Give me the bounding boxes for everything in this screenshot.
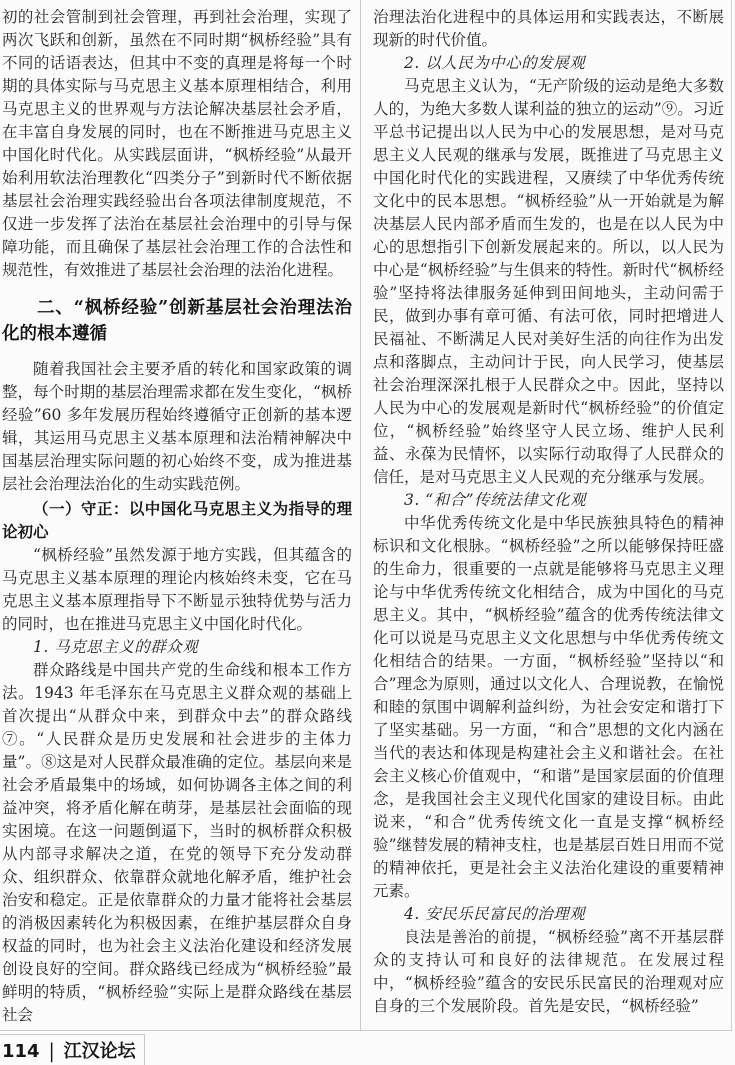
footer-separator: | (48, 1039, 55, 1064)
paragraph: 随着我国社会主要矛盾的转化和国家政策的调整，每个时期的基层治理需求都在发生变化，“枫桥经验”60 多年发展历程始终遵循守正创新的基本逻辑，其运用马克思主义基本原理和法治精神解决中国基层治理实际问题的初心始终不变，成为推进基层社会治理法治化的生动实践范例。 (2, 360, 352, 493)
paragraph: 治理法治化进程中的具体运用和实践表达，不断展现新的时代价值。 (373, 8, 724, 49)
numbered-item-heading: 3. “和合”传统法律文化观 (404, 491, 587, 509)
numbered-item-heading: 2. 以人民为中心的发展观 (404, 54, 586, 72)
journal-name: 江汉论坛 (63, 1041, 136, 1062)
paragraph: 马克思主义认为，“无产阶级的运动是绝大多数人的，为绝大多数人谋利益的独立的运动”⑨。习近平总书记提出以人民为中心的发展思想，是对马克思主义人民观的继承与发展，既推进了马克思主义中国化时代化的实践进程，又赓续了中华优秀传统文化中的民本思想。“枫桥经验”从一开始就是为解决基层人民内部矛盾而生发的，也是在以人民为中心的思想指引下创新发展起来的。所以，以人民为中心是“枫桥经验”与生俱来的特性。新时代“枫桥经验”坚持将法律服务延伸到田间地头，主动问需于民，做到办事有章可循、有法可依，同时把增进人民福祉、不断满足人民对美好生活的向往作为出发点和落脚点，主动问计于民，向人民学习，使基层社会治理深深扎根于人民群众之中。因此，坚持以人民为中心的发展观是新时代“枫桥经验”的价值定位，“枫桥经验”始终坚守人民立场、维护人民利益、永葆为民情怀，以实际行动取得了人民群众的信任，是对马克思主义人民观的充分继承与发展。 (373, 77, 724, 486)
numbered-item-heading: 4. 安民乐民富民的治理观 (404, 905, 586, 923)
paragraph: 初的社会管制到社会管理，再到社会治理，实现了两次飞跃和创新，虽然在不同时期“枫桥经验”具有不同的话语表达，但其中不变的真理是将每一个时期的具体实际与马克思主义基本原理相结合，利用马克思主义的世界观与方法论解决基层社会矛盾，在丰富自身发展的同时，也在不断推进马克思主义中国化时代化。从实践层面讲，“枫桥经验”从最开始利用软法治理教化“四类分子”到新时代不断依据基层社会治理实践经验出台各项法律制度规范，不仅进一步发挥了法治在基层社会治理中的引导与保障功能，而且确保了基层社会治理工作的合法性和规范性，有效推进了基层社会治理的法治化进程。 (2, 8, 352, 279)
paragraph: 良法是善治的前提，“枫桥经验”离不开基层群众的支持认可和良好的法律规范。在发展过程中，“枫桥经验”蕴含的安民乐民富民的治理观对应自身的三个发展阶段。首先是安民，“枫桥经验” (373, 928, 724, 1015)
paragraph: 中华优秀传统文化是中华民族独具特色的精神标识和文化根脉。“枫桥经验”之所以能够保持旺盛的生命力，很重要的一点就是能够将马克思主义理论与中华优秀传统文化相结合，成为中国化的马克思主义。其中，“枫桥经验”蕴含的优秀传统法律文化可以说是马克思主义文化思想与中华优秀传统文化相结合的结果。一方面，“枫桥经验”坚持以“和合”理念为原则，通过以文化人、合理说教，在愉悦和睦的氛围中调解利益纠纷，为社会安定和谐打下了坚实基础。另一方面，“和合”思想的文化内涵在当代的表达和体现是构建社会主义和谐社会。在社会主义核心价值观中，“和谐”是国家层面的价值理念，是我国社会主义现代化国家的建设目标。由此说来，“和合”优秀传统文化一直是支撑“枫桥经验”继替发展的精神支柱，也是基层百姓日用而不觉的精神依托，更是社会主义法治化建设的重要精神元素。 (373, 514, 724, 900)
left-column (0, 0, 360, 1030)
page-footer (0, 1034, 145, 1065)
section-heading: 二、“枫桥经验”创新基层社会治理法治化的根本遵循 (2, 298, 352, 344)
paragraph: 群众路线是中国共产党的生命线和根本工作方法。1943 年毛泽东在马克思主义群众观的基础上首次提出“从群众中来，到群众中去”的群众路线⑦。“人民群众是历史发展和社会进步的主体力量”。⑧这是对人民群众最准确的定位。基层向来是社会矛盾最集中的场域，如何协调各主体之间的利益冲突，将矛盾化解在萌芽，是基层社会面临的现实困境。在这一问题倒逼下，当时的枫桥群众积极从内部寻求解决之道，在党的领导下充分发动群众、组织群众、依靠群众就地化解矛盾，维护社会治安和稳定。正是依靠群众的力量才能将社会基层的消极因素转化为积极因素，在维护基层群众自身权益的同时，也为社会主义法治化建设和经济发展创设良好的空间。群众路线已经成为“枫桥经验”最鲜明的特质，“枫桥经验”实际上是群众路线在基层社会 (2, 661, 352, 1024)
paragraph: “枫桥经验”虽然发源于地方实践，但其蕴含的马克思主义基本原理的理论内核始终未变，它在马克思主义基本原理指导下不断显示独特优势与活力的同时，也在推进马克思主义中国化时代化。 (2, 546, 352, 633)
page-number: 114 (2, 1041, 40, 1062)
subsection-heading: （一）守正：以中国化马克思主义为指导的理论初心 (2, 499, 352, 541)
right-column (360, 0, 731, 1030)
numbered-item-heading: 1. 马克思主义的群众观 (33, 638, 199, 656)
